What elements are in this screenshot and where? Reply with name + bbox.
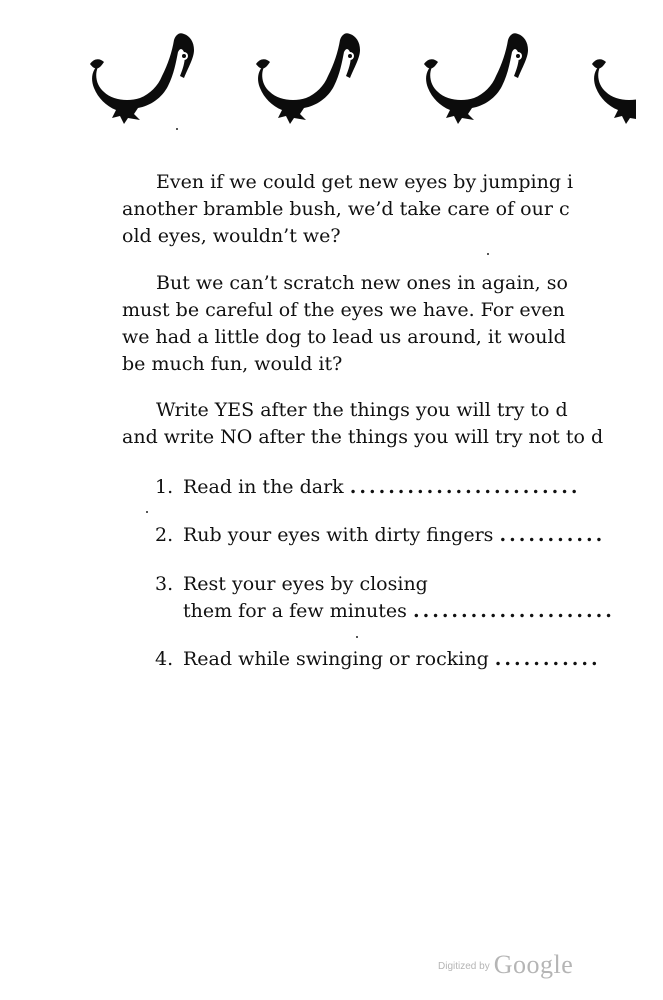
list-item (155, 571, 636, 625)
paragraph-line: old eyes, wouldn’t we? (122, 225, 341, 247)
paragraph-3 (122, 397, 636, 451)
watermark-brand: Google (493, 950, 574, 979)
paragraph-line: But we can’t scratch new ones in again, so (156, 272, 568, 294)
item-text: Read while swinging or rocking (183, 648, 489, 670)
item-number: 1. (155, 476, 174, 498)
answer-leader-dots: ........................ (349, 476, 581, 498)
item-number: 4. (155, 648, 174, 670)
digitized-by-google-watermark (438, 950, 573, 980)
item-text: Rest your eyes by closing (183, 573, 428, 595)
item-number: 2. (155, 524, 174, 546)
paragraph-line: must be careful of the eyes we have. For even (122, 299, 565, 321)
item-text: Rub your eyes with dirty fingers (183, 524, 494, 546)
paragraph-2 (122, 270, 636, 378)
item-text-continued: them for a few minutes (183, 600, 407, 622)
item-text: Read in the dark (183, 476, 344, 498)
item-number: 3. (155, 573, 174, 595)
paragraph-line: be much fun, would it? (122, 353, 343, 375)
list-item (155, 522, 636, 549)
paragraph-1 (122, 169, 636, 250)
paragraph-line: Even if we could get new eyes by jumping i (156, 171, 574, 193)
paragraph-line: we had a little dog to lead us around, it would (122, 326, 566, 348)
paragraph-line: another bramble bush, we’d take care of our c (122, 198, 570, 220)
answer-leader-dots: ........... (494, 648, 601, 670)
answer-leader-dots: ........... (499, 524, 606, 546)
watermark-prefix: Digitized by (438, 961, 490, 972)
paragraph-line: Write YES after the things you will try to d (156, 399, 568, 421)
list-item (155, 474, 636, 501)
list-item (155, 646, 636, 673)
answer-leader-dots: ..................... (412, 600, 615, 622)
paragraph-line: and write NO after the things you will try not to d (122, 426, 604, 448)
